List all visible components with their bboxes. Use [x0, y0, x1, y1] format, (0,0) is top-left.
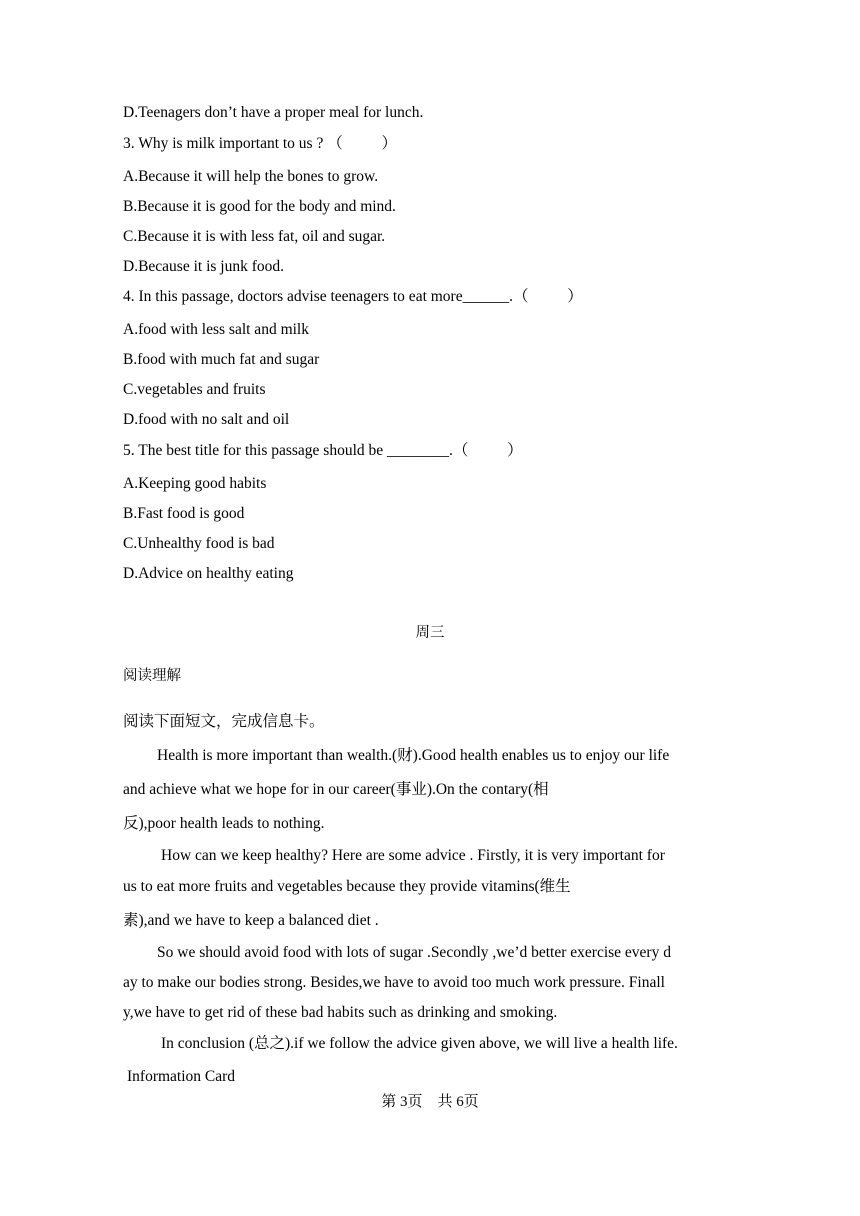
- q5-option-a: A.Keeping good habits: [123, 475, 267, 492]
- page-footer: 第 3页 共 6页: [381, 1094, 479, 1110]
- q3-option-d: D.Because it is junk food.: [123, 258, 285, 275]
- information-card-heading: Information Card: [127, 1068, 236, 1085]
- q3-option-a: A.Because it will help the bones to grow.: [123, 168, 379, 185]
- q5-question: 5. The best title for this passage should be ________.（ ）: [123, 442, 523, 459]
- section-type-heading: 阅读理解: [123, 668, 181, 684]
- q4-option-d: D.food with no salt and oil: [123, 411, 290, 428]
- passage-line: So we should avoid food with lots of sugar .Secondly ,we’d better exercise every d: [157, 944, 671, 961]
- q4-option-a: A.food with less salt and milk: [123, 321, 309, 338]
- passage-line: and achieve what we hope for in our career(事业).On the contary(相: [123, 781, 549, 798]
- passage-line: us to eat more fruits and vegetables because they provide vitamins(维生: [123, 878, 571, 895]
- passage-line: How can we keep healthy? Here are some advice . Firstly, it is very important for: [161, 847, 665, 864]
- passage-line: 素),and we have to keep a balanced diet .: [123, 912, 379, 929]
- passage-line: ay to make our bodies strong. Besides,we have to avoid too much work pressure. Finall: [123, 974, 665, 991]
- q3-option-c: C.Because it is with less fat, oil and sugar.: [123, 228, 386, 245]
- q2-option-d: D.Teenagers don’t have a proper meal for lunch.: [123, 104, 424, 121]
- passage-line: Health is more important than wealth.(财).Good health enables us to enjoy our life: [157, 747, 670, 764]
- reading-instruction: 阅读下面短文，完成信息卡。: [123, 713, 325, 730]
- q4-option-b: B.food with much fat and sugar: [123, 351, 320, 368]
- passage-line: In conclusion (总之).if we follow the advice given above, we will live a health life.: [161, 1035, 678, 1052]
- passage-line: y,we have to get rid of these bad habits such as drinking and smoking.: [123, 1004, 558, 1021]
- q5-option-d: D.Advice on healthy eating: [123, 565, 294, 582]
- q4-option-c: C.vegetables and fruits: [123, 381, 266, 398]
- q5-option-c: C.Unhealthy food is bad: [123, 535, 275, 552]
- q3-question: 3. Why is milk important to us ? （ ）: [123, 135, 397, 152]
- section-day-heading: 周三: [415, 625, 445, 641]
- q4-question: 4. In this passage, doctors advise teenagers to eat more______.（ ）: [123, 288, 583, 305]
- q3-option-b: B.Because it is good for the body and mind.: [123, 198, 396, 215]
- q5-option-b: B.Fast food is good: [123, 505, 245, 522]
- passage-line: 反),poor health leads to nothing.: [123, 815, 325, 832]
